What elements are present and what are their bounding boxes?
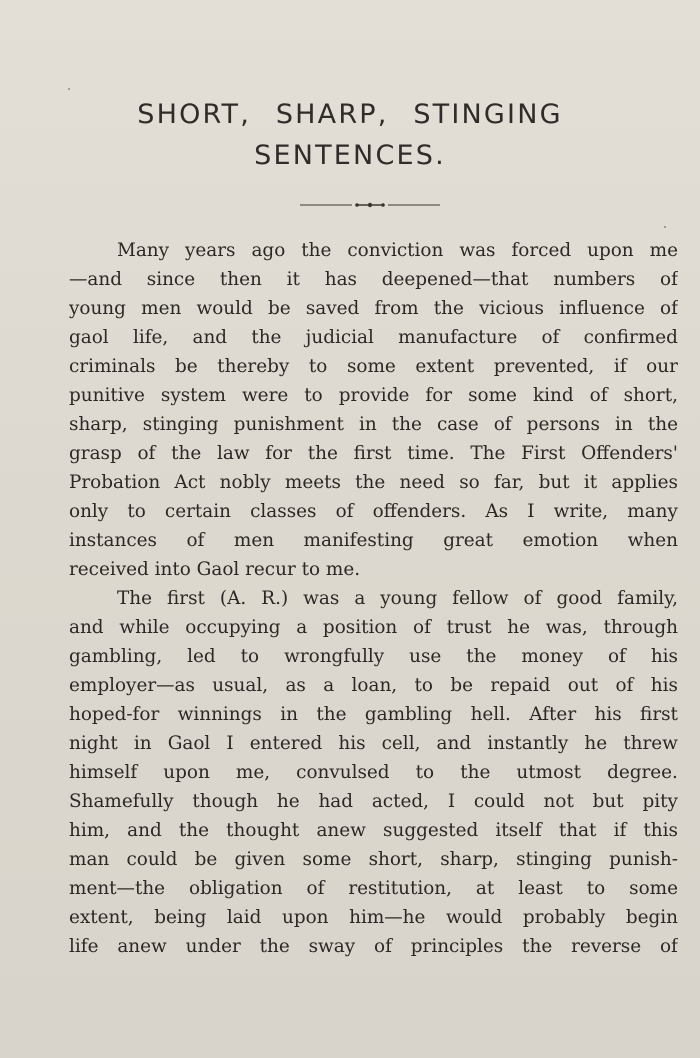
text-line: punitive system were to provide for some kind of short, — [69, 385, 678, 406]
chapter-title-line-2: SENTENCES. — [254, 140, 446, 171]
text-line: received into Gaol recur to me. — [69, 559, 361, 580]
paper-speck — [68, 88, 70, 90]
text-line: Many years ago the conviction was forced upon me — [117, 240, 678, 261]
text-line: young men would be saved from the vicious influence of — [69, 298, 678, 319]
text-line: extent, being laid upon him—he would probably begin — [69, 907, 678, 928]
text-line: Probation Act nobly meets the need so far, but it applies — [69, 472, 678, 493]
text-line: instances of men manifesting great emotion when — [69, 530, 678, 551]
chapter-title-line-1: SHORT, SHARP, STINGING — [137, 99, 563, 130]
text-line: only to certain classes of offenders. As I write, many — [69, 501, 678, 522]
text-line: grasp of the law for the first time. The First Offenders' — [69, 443, 678, 464]
body-text — [69, 236, 678, 961]
text-line: sharp, stinging punishment in the case of persons in the — [69, 414, 678, 435]
text-line: The first (A. R.) was a young fellow of good family, — [117, 588, 678, 609]
text-line: Shamefully though he had acted, I could not but pity — [69, 791, 678, 812]
text-line: —and since then it has deepened—that numbers of — [69, 269, 678, 290]
text-line: criminals be thereby to some extent prevented, if our — [69, 356, 678, 377]
paper-speck — [664, 226, 666, 228]
rule-with-dots-ornament-icon — [300, 199, 440, 211]
text-line: him, and the thought anew suggested itself that if this — [69, 820, 678, 841]
text-line: gaol life, and the judicial manufacture of confirmed — [69, 327, 678, 348]
text-line: hoped-for winnings in the gambling hell. After his first — [69, 704, 678, 725]
text-line: employer—as usual, as a loan, to be repaid out of his — [69, 675, 678, 696]
text-line: night in Gaol I entered his cell, and instantly he threw — [69, 733, 678, 754]
text-line: man could be given some short, sharp, stinging punish- — [69, 849, 678, 870]
text-line: gambling, led to wrongfully use the money of his — [69, 646, 678, 667]
text-line: himself upon me, convulsed to the utmost degree. — [69, 762, 678, 783]
text-line: life anew under the sway of principles the reverse of — [69, 936, 678, 957]
text-line: and while occupying a position of trust he was, through — [69, 617, 678, 638]
text-line: ment—the obligation of restitution, at least to some — [69, 878, 678, 899]
